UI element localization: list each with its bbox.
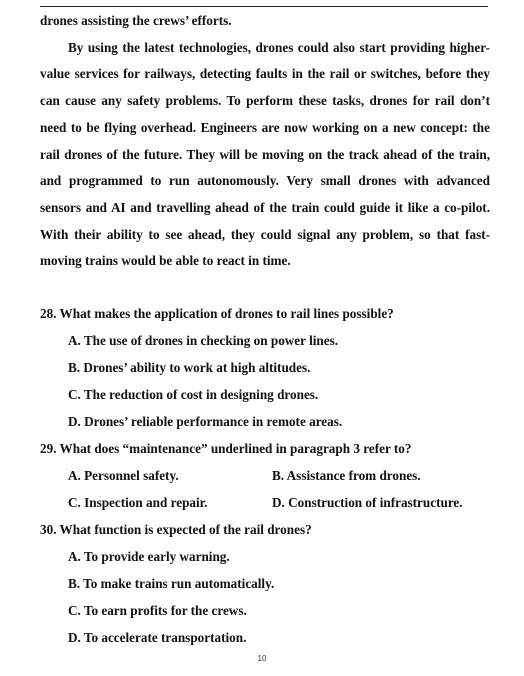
option-list xyxy=(40,327,490,435)
option-d: D. Construction of infrastructure. xyxy=(272,495,463,511)
option-list xyxy=(40,543,490,651)
option-d: D. Drones’ reliable performance in remote areas. xyxy=(68,414,343,430)
option-a: A. To provide early warning. xyxy=(68,549,230,565)
passage-fragment: drones assisting the crews’ efforts. xyxy=(40,13,232,28)
passage xyxy=(40,8,490,275)
question-30 xyxy=(40,516,490,651)
option-a: A. Personnel safety. xyxy=(68,468,179,484)
option-b: B. To make trains run automatically. xyxy=(68,576,275,592)
question-stem: 29. What does “maintenance” underlined in paragraph 3 refer to? xyxy=(40,441,412,457)
passage-paragraph: By using the latest technologies, drones could also start providing higher-value services for railways, detecting faults in the rail or switches, before they can cause any safety problems. To perform these tasks, drones for rail don’t need to be flying overhead. Engineers are now working on a new concept: the rail drones of the future. They will be moving on the track ahead of the train, and programmed to run autonomously. Very small drones with advanced sensors and AI and travelling ahead of the train could guide it like a co-pilot. With their ability to see ahead, they could signal any problem, so that fast-moving trains would be able to react in time. xyxy=(40,39,490,269)
option-list xyxy=(40,462,490,516)
question-29 xyxy=(40,435,490,516)
option-b: B. Assistance from drones. xyxy=(272,468,421,484)
option-c: C. To earn profits for the crews. xyxy=(68,603,247,619)
option-b: B. Drones’ ability to work at high altitudes. xyxy=(68,360,311,376)
option-a: A. The use of drones in checking on power lines. xyxy=(68,333,339,349)
option-c: C. The reduction of cost in designing drones. xyxy=(68,387,319,403)
question-stem: 28. What makes the application of drones to rail lines possible? xyxy=(40,306,394,322)
page-number: 10 xyxy=(257,654,267,663)
option-d: D. To accelerate transportation. xyxy=(68,630,247,646)
question-stem: 30. What function is expected of the rail drones? xyxy=(40,522,312,538)
option-row xyxy=(68,489,490,516)
option-row xyxy=(68,462,490,489)
question-list xyxy=(40,300,490,651)
header-rule xyxy=(40,6,488,7)
option-c: C. Inspection and repair. xyxy=(68,495,208,511)
question-28 xyxy=(40,300,490,435)
document-page xyxy=(40,8,490,651)
